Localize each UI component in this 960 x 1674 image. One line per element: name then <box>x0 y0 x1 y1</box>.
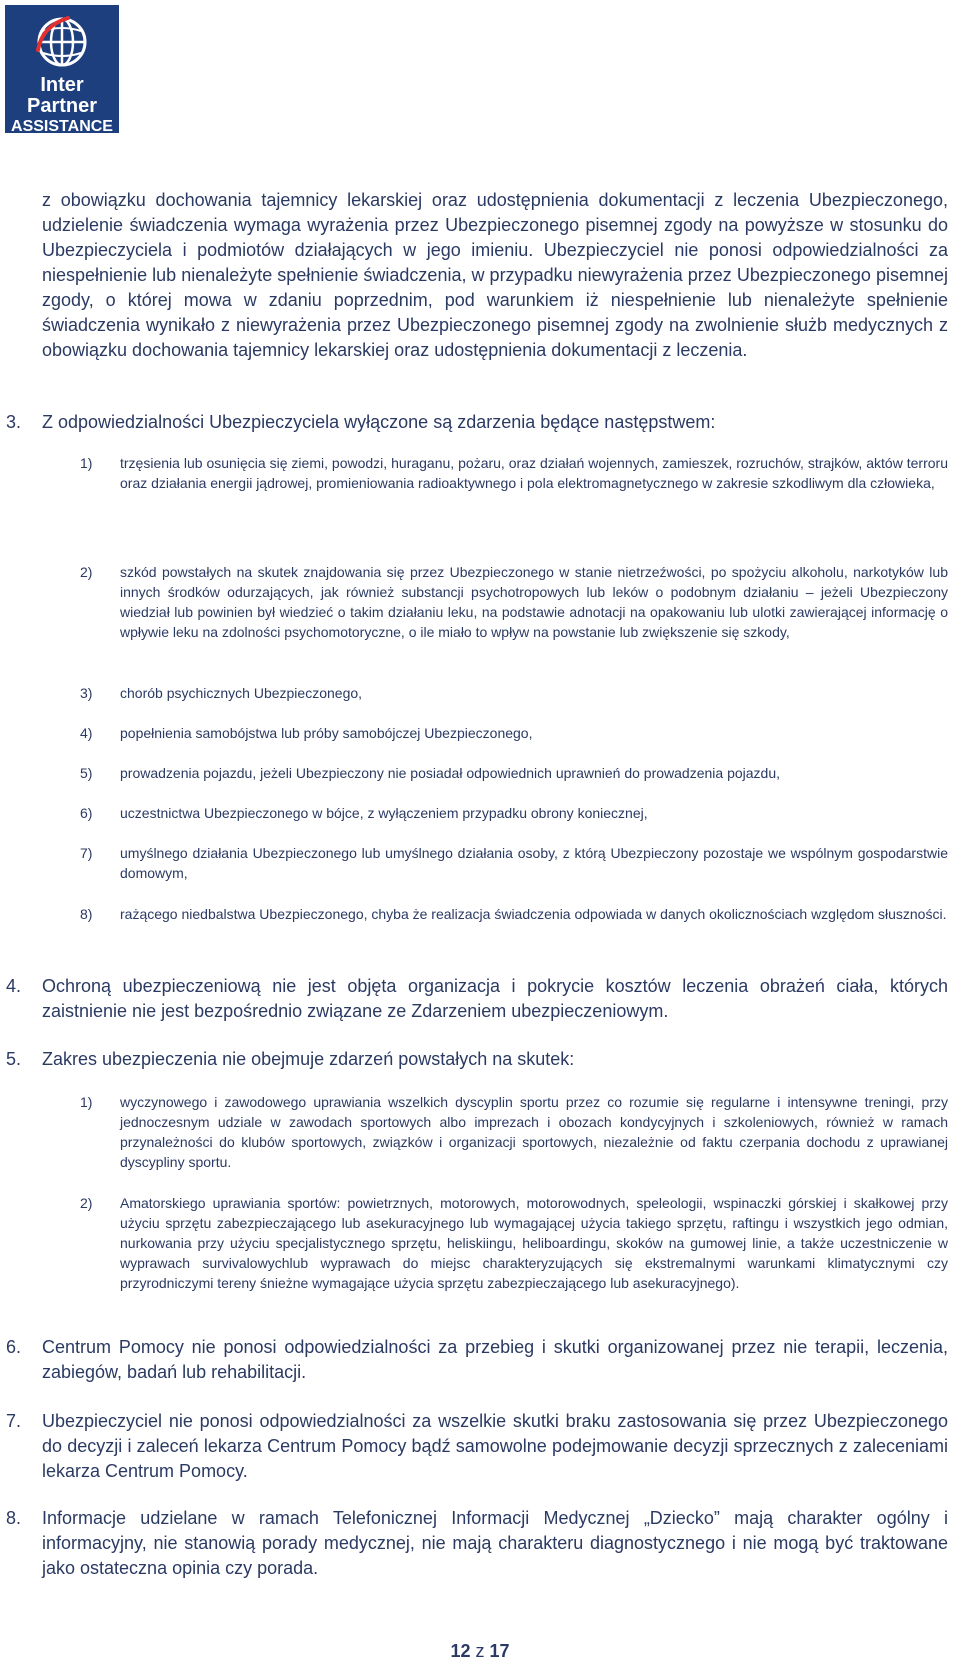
logo-text-partner: Partner <box>26 95 98 117</box>
item-number: 1) <box>80 455 93 471</box>
section-text: Informacje udzielane w ramach Telefonicznej Informacji Medycznej „Dziecko” mają charakter ogólny i informacyjny, nie stanowią porady medycznej, nie mają charakteru diagnostycznego i nie mogą być traktowane jako ostateczna opinia czy porada. <box>42 1508 948 1578</box>
section-number: 5. <box>6 1049 22 1069</box>
item-text: popełnienia samobójstwa lub próby samobójczej Ubezpieczonego, <box>120 725 533 741</box>
item-number: 8) <box>80 906 93 922</box>
section-number: 3. <box>6 412 22 432</box>
item-number: 1) <box>80 1094 93 1110</box>
item-text: uczestnictwa Ubezpieczonego w bójce, z wyłączeniem przypadku obrony koniecznej, <box>120 805 648 821</box>
globe-logo-icon <box>34 14 90 70</box>
item-text: szkód powstałych na skutek znajdowania się przez Ubezpieczonego w stanie nietrzeźwości, po spożyciu alkoholu, narkotyków lub innych środków odurzających, jak również substancji psychotropowych lub leków o podobnym działaniu – jeżeli Ubezpieczony wiedział lub powinien był wiedzieć o takim działaniu leku, na podstawie adnotacji na opakowaniu lub ulotki zawierającej informację o wpływie leku na zdolności psychomotoryczne, o ile miało to wpływ na powstanie lub zwiększenie się szkody, <box>120 564 948 640</box>
intro-paragraph: z obowiązku dochowania tajemnicy lekarskiej oraz udostępnienia dokumentacji z leczenia Ubezpieczonego, udzielenie świadczenia wymaga wyrażenia przez Ubezpieczonego pisemnej zgody na powyższe w stosunku do Ubezpieczyciela i podmiotów działających w jego imieniu. Ubezpieczyciel nie ponosi odpowiedzialności za niespełnienie lub nienależyte spełnienie świadczenia, w przypadku niewyrażenia przez Ubezpieczonego pisemnej zgody, o której mowa w zdaniu poprzednim, pod warunkiem iż niespełnienie lub nienależyte spełnienie świadczenia wynikało z niewyrażenia przez Ubezpieczonego pisemnej zgody na zwolnienie służb medycznych z obowiązku dochowania tajemnicy lekarskiej oraz udostępnienia dokumentacji z leczenia. <box>42 190 948 360</box>
item-text: wyczynowego i zawodowego uprawiania wszelkich dyscyplin sportu przez co rozumie się regularne i intensywne treningi, przy jednoczesnym udziale w zawodach sportowych albo imprezach i obozach kondycyjnych i szkoleniowych, również w ramach przynależności do klubów sportowych, związków i organizacji sportowych, niezależnie od faktu czerpania dochodu z uprawianej dyscypliny sportu. <box>120 1094 948 1170</box>
section-text: Ubezpieczyciel nie ponosi odpowiedzialności za wszelkie skutki braku zastosowania się przez Ubezpieczonego do decyzji i zaleceń lekarza Centrum Pomocy bądź samowolne podejmowanie decyzji sprzecznych z zaleceniami lekarza Centrum Pomocy. <box>42 1411 948 1481</box>
item-number: 5) <box>80 765 93 781</box>
item-text: trzęsienia lub osunięcia się ziemi, powodzi, huraganu, pożaru, oraz działań wojennych, zamieszek, rozruchów, strajków, aktów terroru oraz działania energii jądrowej, promieniowania radioaktywnego i pola elektromagnetycznego w zakresie szkodliwym dla człowieka, <box>120 455 948 491</box>
item-text: Amatorskiego uprawiania sportów: powietrznych, motorowych, motorowodnych, speleologii, wspinaczki górskiej i skałkowej przy użyciu sprzętu zabezpieczającego lub asekuracyjnego lub wymagającej użycia takiego sprzętu, raftingu i wszystkich jego odmian, nurkowania przy użyciu specjalistycznego sprzętu, heliskiingu, heliboardingu, skoków na gumowej linie, a także uczestniczenie w wyprawach survivalowychlub wyprawach do miejsc charakteryzujących się ekstremalnymi warunkami klimatycznymi czy przyrodniczymi tereny śnieżne wymagające użycia sprzętu zabezpieczającego lub asekuracyjnego). <box>120 1195 948 1291</box>
page-number <box>0 1640 960 1662</box>
item-text: chorób psychicznych Ubezpieczonego, <box>120 685 363 701</box>
section-text: Z odpowiedzialności Ubezpieczyciela wyłączone są zdarzenia będące następstwem: <box>42 412 716 432</box>
item-number: 2) <box>80 564 93 580</box>
company-logo <box>5 5 119 133</box>
item-text: umyślnego działania Ubezpieczonego lub umyślnego działania osoby, z którą Ubezpieczony pozostaje we wspólnym gospodarstwie domowym, <box>120 845 948 881</box>
page-separator: z <box>475 1641 485 1661</box>
total-pages: 17 <box>489 1641 510 1661</box>
item-text: rażącego niedbalstwa Ubezpieczonego, chyba że realizacja świadczenia odpowiada w danych okolicznościach względom słuszności. <box>120 906 947 922</box>
item-text: prowadzenia pojazdu, jeżeli Ubezpieczony nie posiadał odpowiednich uprawnień do prowadzenia pojazdu, <box>120 765 780 781</box>
item-number: 4) <box>80 725 93 741</box>
section-number: 4. <box>6 976 22 996</box>
logo-text-assistance: ASSISTANCE <box>11 118 113 135</box>
section-text: Centrum Pomocy nie ponosi odpowiedzialności za przebieg i skutki organizowanej przez nie terapii, leczenia, zabiegów, badań lub rehabilitacji. <box>42 1337 948 1382</box>
logo-text-inter: Inter <box>40 74 84 96</box>
section-text: Ochroną ubezpieczeniową nie jest objęta organizacja i pokrycie kosztów leczenia obrażeń ciała, których zaistnienie nie jest bezpośrednio związane ze Zdarzeniem ubezpieczeniowym. <box>42 976 948 1021</box>
item-number: 7) <box>80 845 93 861</box>
section-text: Zakres ubezpieczenia nie obejmuje zdarzeń powstałych na skutek: <box>42 1049 575 1069</box>
item-number: 3) <box>80 685 93 701</box>
section-number: 6. <box>6 1337 22 1357</box>
item-number: 6) <box>80 805 93 821</box>
item-number: 2) <box>80 1195 93 1211</box>
section-number: 7. <box>6 1411 22 1431</box>
current-page: 12 <box>450 1641 471 1661</box>
section-number: 8. <box>6 1508 22 1528</box>
